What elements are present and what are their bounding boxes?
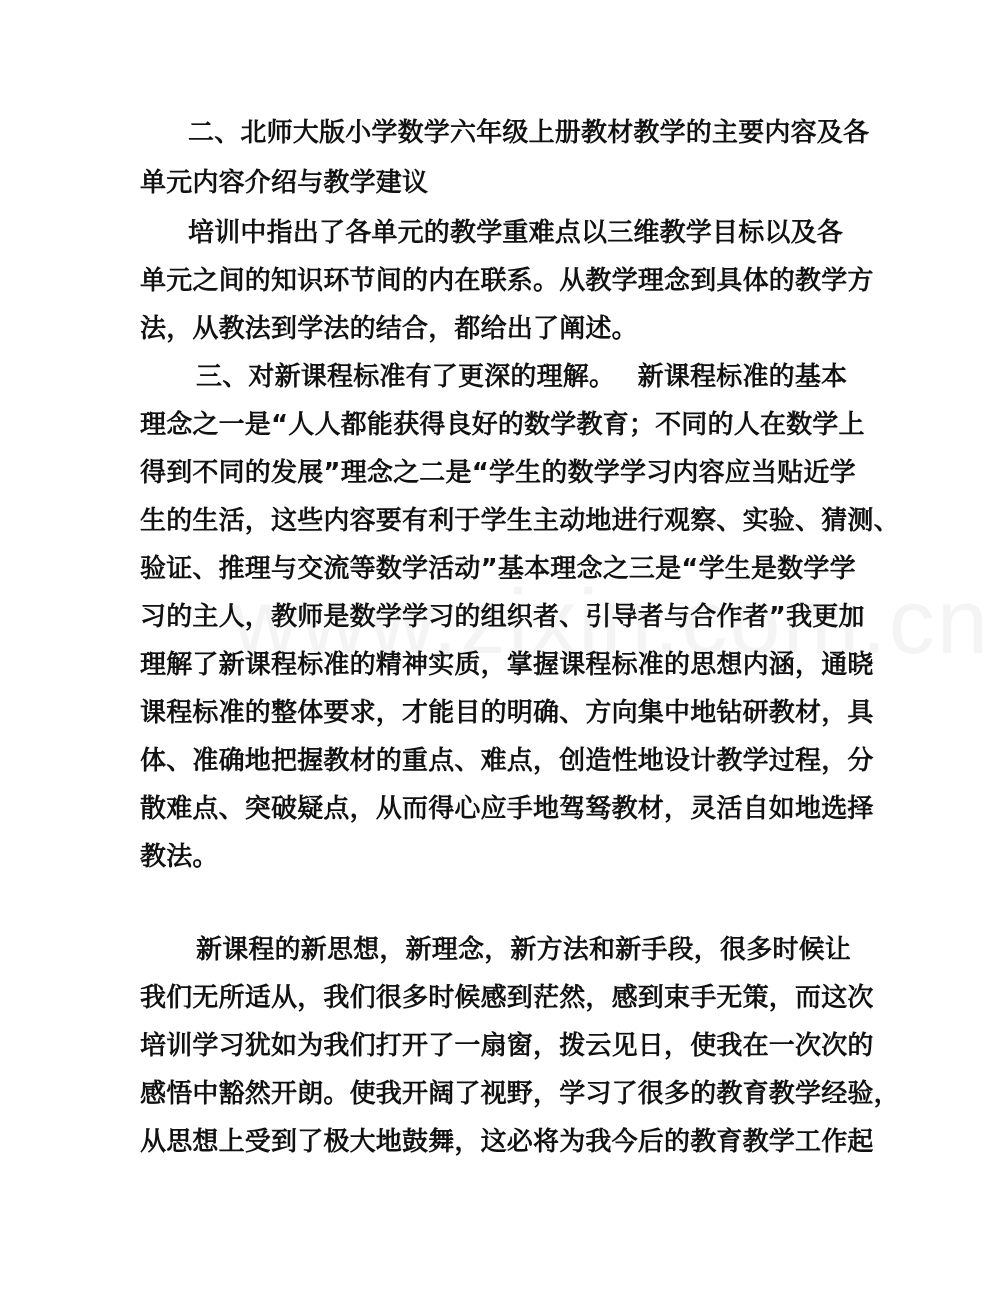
paragraph-2-line-3: 得到不同的发展”理念之二是“学生的数学学习内容应当贴近学 <box>140 458 856 488</box>
paragraph-2-line-5: 验证、推理与交流等数学活动”基本理念之三是“学生是数学学 <box>140 554 856 584</box>
paragraph-3-line-2: 我们无所适从，我们很多时候感到茫然，感到束手无策，而这次 <box>140 983 874 1013</box>
section-heading-2-line-2: 单元内容介绍与教学建议 <box>140 168 429 198</box>
paragraph-1-line-3: 法，从教法到学法的结合，都给出了阐述。 <box>140 314 638 344</box>
paragraph-2-line-11: 教法。 <box>140 842 219 872</box>
paragraph-3-line-3: 培训学习犹如为我们打开了一扇窗，拨云见日，使我在一次次的 <box>140 1031 874 1061</box>
paragraph-3-line-5: 从思想上受到了极大地鼓舞，这必将为我今后的教育教学工作起 <box>140 1127 874 1157</box>
paragraph-3-line-1: 新课程的新思想，新理念，新方法和新手段，很多时候让 <box>196 935 852 965</box>
paragraph-2-line-7: 理解了新课程标准的精神实质，掌握课程标准的思想内涵，通晓 <box>140 650 874 680</box>
paragraph-2-line-2: 理念之一是“人人都能获得良好的数学教育；不同的人在数学上 <box>140 410 865 440</box>
paragraph-3-line-4: 感悟中豁然开朗。使我开阔了视野，学习了很多的教育教学经验， <box>140 1079 900 1109</box>
paragraph-2-line-10: 散难点、突破疑点，从而得心应手地驾驽教材，灵活自如地选择 <box>140 794 874 824</box>
paragraph-1-line-1: 培训中指出了各单元的教学重难点以三维教学目标以及各 <box>188 218 844 248</box>
paragraph-1-line-2: 单元之间的知识环节间的内在联系。从教学理念到具体的教学方 <box>140 266 874 296</box>
paragraph-2-line-6: 习的主人，教师是数学学习的组织者、引导者与合作者”我更加 <box>140 602 865 632</box>
section-heading-2-line-1: 二、北师大版小学数学六年级上册教材教学的主要内容及各 <box>188 118 870 148</box>
paragraph-2-line-4: 生的生活，这些内容要有利于学生主动地进行观察、实验、猜测、 <box>140 506 900 536</box>
paragraph-2-line-1: 三、对新课程标准有了更深的理解。 新课程标准的基本 <box>196 362 848 392</box>
paragraph-2-line-9: 体、准确地把握教材的重点、难点，创造性地设计教学过程，分 <box>140 746 874 776</box>
paragraph-2-line-8: 课程标准的整体要求，才能目的明确、方向集中地钻研教材，具 <box>140 698 874 728</box>
